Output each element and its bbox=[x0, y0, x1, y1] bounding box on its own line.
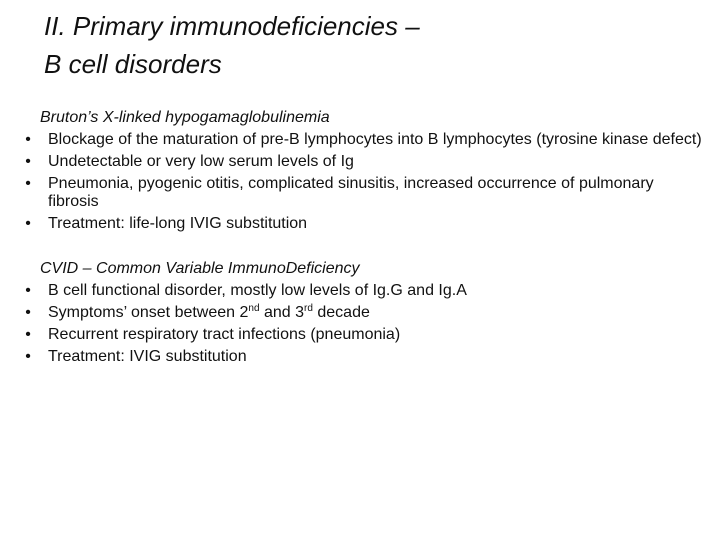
list-item-text: Pneumonia, pyogenic otitis, complicated sinusitis, increased occurrence of pulmonary fibrosis bbox=[48, 175, 654, 210]
bullet-icon: • bbox=[25, 153, 31, 170]
list-item-text: Treatment: life-long IVIG substitution bbox=[48, 215, 308, 232]
list-item-text: Undetectable or very low serum levels of Ig bbox=[48, 153, 354, 170]
slide-title bbox=[44, 7, 684, 83]
list-item-text: Recurrent respiratory tract infections (pneumonia) bbox=[48, 326, 401, 343]
list-item bbox=[22, 175, 702, 211]
section-spacer bbox=[22, 237, 702, 259]
superscript: nd bbox=[248, 303, 260, 314]
list-item bbox=[22, 131, 702, 149]
text-part: decade bbox=[312, 304, 370, 321]
slide-title-line-1: II. Primary immunodeficiencies – bbox=[44, 11, 420, 41]
bullet-list bbox=[22, 282, 702, 366]
section-cvid bbox=[22, 259, 702, 366]
list-item-text: B cell functional disorder, mostly low levels of Ig.G and Ig.A bbox=[48, 282, 467, 299]
list-item bbox=[22, 153, 702, 171]
text-part: Symptoms’ onset between 2 bbox=[48, 304, 249, 321]
bullet-icon: • bbox=[25, 131, 31, 148]
superscript: rd bbox=[304, 303, 313, 314]
list-item-text bbox=[48, 304, 370, 321]
slide-title-line-2: B cell disorders bbox=[44, 49, 222, 79]
bullet-list bbox=[22, 131, 702, 233]
bullet-icon: • bbox=[25, 282, 31, 299]
bullet-icon: • bbox=[25, 175, 31, 192]
section-heading: Bruton’s X-linked hypogamaglobulinemia bbox=[40, 109, 330, 126]
list-item bbox=[22, 326, 702, 344]
section-bruton bbox=[22, 108, 702, 233]
list-item-text: Treatment: IVIG substitution bbox=[48, 348, 247, 365]
list-item bbox=[22, 215, 702, 233]
bullet-icon: • bbox=[25, 326, 31, 343]
text-part: and 3 bbox=[259, 304, 305, 321]
bullet-icon: • bbox=[25, 215, 31, 232]
bullet-icon: • bbox=[25, 348, 31, 365]
list-item-text: Blockage of the maturation of pre-B lymphocytes into B lymphocytes (tyrosine kinase defect) bbox=[48, 131, 702, 148]
list-item bbox=[22, 348, 702, 366]
slide-content bbox=[22, 108, 702, 370]
list-item bbox=[22, 304, 702, 322]
bullet-icon: • bbox=[25, 304, 31, 321]
section-heading: CVID – Common Variable Immuno​Deficiency bbox=[40, 260, 360, 277]
list-item bbox=[22, 282, 702, 300]
